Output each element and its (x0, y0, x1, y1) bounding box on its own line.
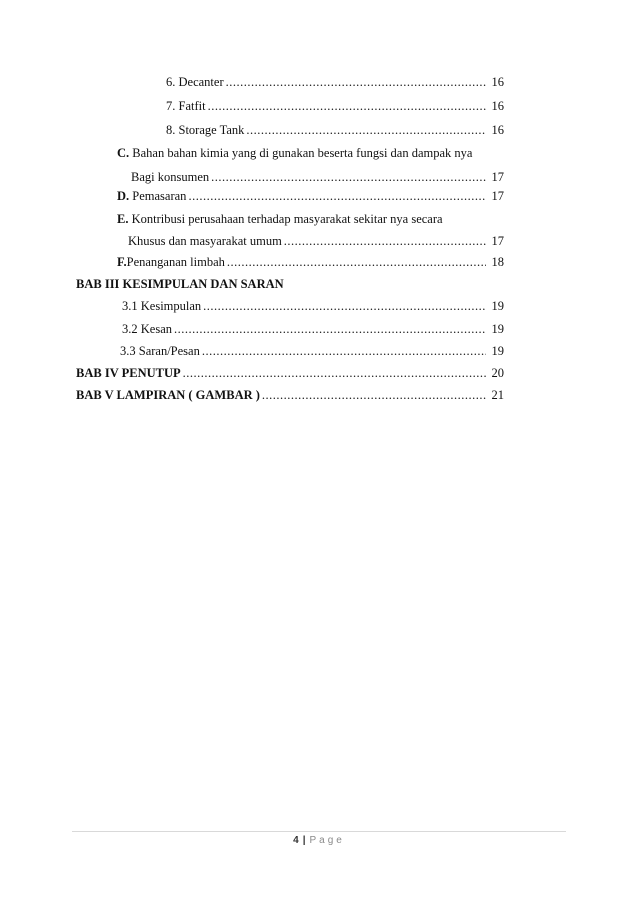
toc-entry-label: BAB IV PENUTUP (76, 366, 181, 380)
toc-page-number: 17 (491, 234, 504, 248)
toc-entry-c-line1[interactable] (117, 145, 472, 161)
toc-entry-saran[interactable] (120, 343, 504, 359)
toc-entry-kesan[interactable] (122, 321, 504, 337)
toc-chapter-bab4[interactable] (76, 365, 504, 381)
footer-page-word: Page (309, 835, 345, 846)
toc-entry-label: 3.1 Kesimpulan (122, 299, 202, 313)
toc-leader-dots (284, 233, 486, 249)
toc-page-number: 19 (491, 322, 504, 336)
toc-page-number: 17 (491, 170, 504, 184)
toc-entry-letter: C. (117, 146, 130, 160)
toc-entry-label: 7. Fatfit (166, 99, 206, 113)
toc-chapter-bab5[interactable] (76, 387, 504, 403)
toc-entry-label (117, 188, 186, 204)
toc-entry-label: 3.3 Saran/Pesan (120, 344, 200, 358)
toc-page-number: 16 (491, 99, 504, 113)
page-footer (0, 835, 638, 846)
toc-leader-dots (188, 188, 486, 204)
toc-entry-text: Kontribusi perusahaan terhadap masyarakat sekitar nya secara (131, 212, 443, 226)
toc-leader-dots (226, 74, 486, 90)
toc-chapter-bab3[interactable]: BAB III KESIMPULAN DAN SARAN (76, 277, 284, 291)
toc-page-number: 19 (491, 299, 504, 313)
toc-leader-dots (203, 298, 486, 314)
toc-page-number: 19 (491, 344, 504, 358)
toc-entry-decanter[interactable] (166, 74, 504, 90)
toc-entry-label: 6. Decanter (166, 75, 224, 89)
toc-entry-storage-tank[interactable] (166, 122, 504, 138)
toc-leader-dots (208, 98, 486, 114)
toc-entry-kesimpulan[interactable] (122, 298, 504, 314)
toc-leader-dots (246, 122, 486, 138)
toc-entry-label: BAB V LAMPIRAN ( GAMBAR ) (76, 388, 260, 402)
toc-page-number: 20 (491, 366, 504, 380)
toc-entry-label: Bagi konsumen (131, 170, 210, 184)
toc-entry-text: Bahan bahan kimia yang di gunakan beserta fungsi dan dampak nya (132, 146, 473, 160)
toc-entry-label: 8. Storage Tank (166, 123, 245, 137)
toc-page-number: 18 (491, 255, 504, 269)
toc-entry-letter: D. (117, 189, 130, 203)
toc-entry-c-line2[interactable] (131, 169, 504, 185)
toc-entry-text: Pemasaran (132, 189, 187, 203)
toc-entry-label: 3.2 Kesan (122, 322, 172, 336)
toc-leader-dots (202, 343, 486, 359)
toc-leader-dots (174, 321, 486, 337)
toc-entry-e-line1[interactable] (117, 211, 443, 227)
toc-leader-dots (227, 254, 486, 270)
toc-entry-label (117, 254, 225, 270)
toc-page-number: 16 (491, 75, 504, 89)
toc-page-number: 17 (491, 189, 504, 203)
toc-entry-fatfit[interactable] (166, 98, 504, 114)
toc-leader-dots (262, 387, 486, 403)
toc-page-number: 21 (491, 388, 504, 402)
toc-entry-e-line2[interactable] (128, 233, 504, 249)
footer-page-number: 4 (293, 835, 299, 846)
toc-entry-d[interactable] (117, 188, 504, 204)
toc-entry-text: Penanganan limbah (126, 255, 225, 269)
toc-page-number: 16 (491, 123, 504, 137)
toc-entry-f[interactable] (117, 254, 504, 270)
toc-entry-letter: F. (117, 255, 127, 269)
toc-entry-label: Khusus dan masyarakat umum (128, 234, 282, 248)
footer-divider (72, 831, 566, 832)
toc-leader-dots (211, 169, 486, 185)
toc-entry-letter: E. (117, 212, 129, 226)
footer-separator: | (302, 835, 306, 846)
toc-leader-dots (183, 365, 486, 381)
